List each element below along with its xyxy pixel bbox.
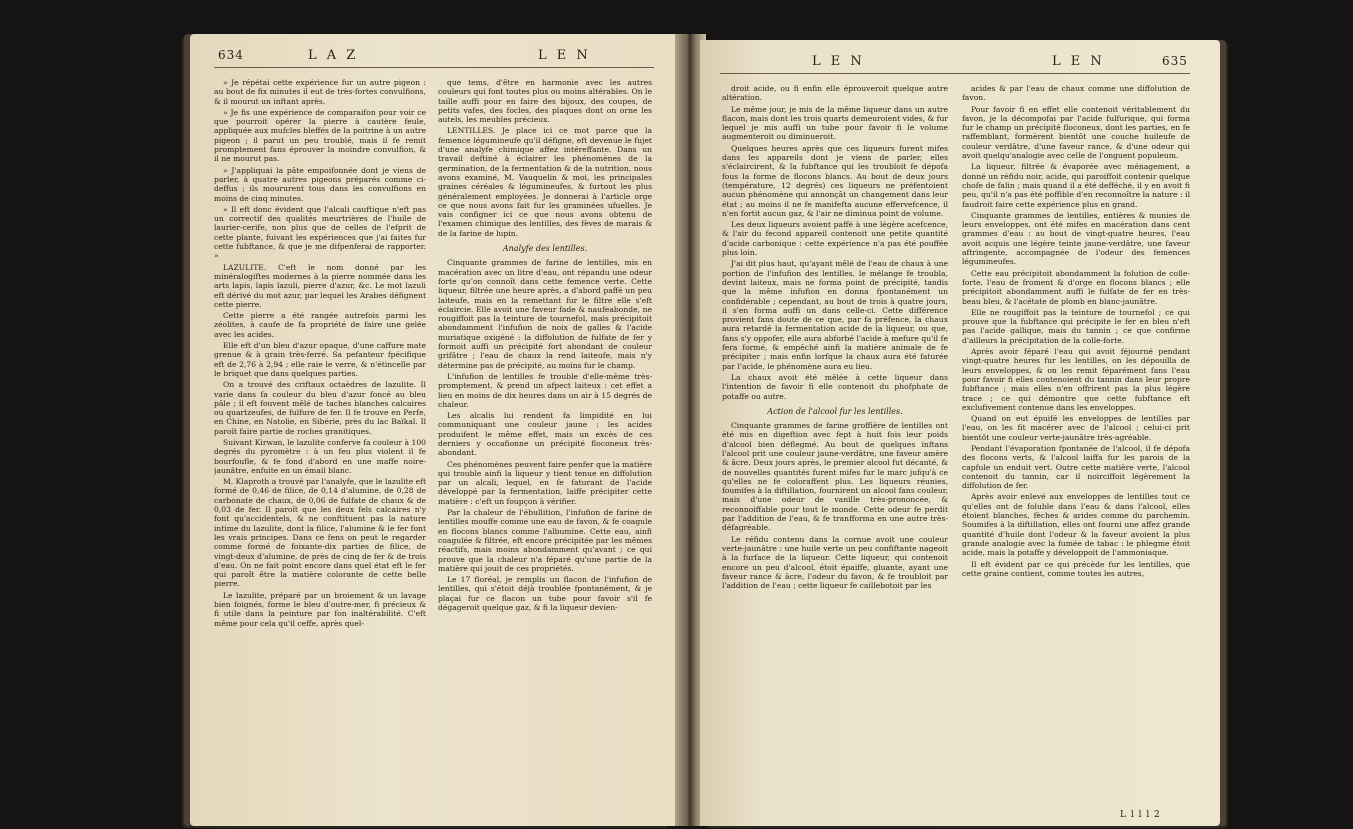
paragraph: Il eft évident par ce qui précède fur les lentilles, que cette graine contient, comme toutes les autres, <box>962 559 1190 578</box>
paragraph: La liqueur, filtrée & évaporée avec ménagement, a donné un réfidu noir, acide, qui paroiffoit contenir quelque chofe de falin ; mais quand il a été defféché, il y en avoit fi peu, qu'il n'a pas été poffible d'en reconnoître la nature : il faudroit faire cette expérience plus en grand. <box>962 162 1190 209</box>
paragraph: droit acide, ou fi enfin elle éprouveroit quelque autre altération. <box>722 84 948 103</box>
paragraph: » Je répétai cette expérience fur un autre pigeon : au bout de fix minutes il eut de très-fortes convulfions, & il mourut un inftant après. <box>214 78 426 106</box>
left-page-column-1 <box>214 78 426 818</box>
paragraph: » Il eft donc évident que l'alcali cauftique n'eft pas un correctif des qualités meurtrières de l'huile de laurier-cerife, non plus que de celles de l'efprit de cette plante, fuivant les expériences que j'ai faites fur cette fubftance, & que je me difpenferai de rapporter. » <box>214 204 426 261</box>
paragraph: Suivant Kirwan, le lazulite conferve fa couleur à 100 degrés du pyromètre : à un feu plus violent il fe bourfoufle, & fe fond d'abord en une maffe noire-jaunâtre, enfuite en un émail blanc. <box>214 437 426 475</box>
right-page <box>700 40 1220 826</box>
header-rule-right <box>720 73 1190 74</box>
paragraph: que tems, d'être en harmonie avec les autres couleurs qui font toutes plus ou moins altérables. On le taille auffi pour en faire des bijoux, des coupes, de petits vafes, des focles, des plaques dont on orne les autels, les meubles précieux. <box>438 78 652 125</box>
section-heading: Analyfe des lentilles. <box>502 244 588 254</box>
paragraph: Après avoir féparé l'eau qui avoit féjourné pendant vingt-quatre heures fur les lentilles, on les dépouilla de leurs enveloppes, & on les remit féparément fans l'eau pour favoir fi elles contenoient du tannin dans leur propre fubftance ; mais elles n'en offrirent pas la plus légère trace ; ce qui démontre que cette fubftance eft exclufivement contenue dans les enveloppes. <box>962 347 1190 412</box>
paragraph: Le réfidu contenu dans la cornue avoit une couleur verte-jaunâtre : une huile verte un peu confiftante nageoit à la furface de la liqueur. Cette liqueur, qui contenoit encore un peu d'alcool, étoit épaiffe, gluante, ayant une faveur rance & âcre, l'odeur du favon, & fe troubloit par l'addition de l'eau ; cette liqueur fe caillebotoit par les <box>722 534 948 591</box>
paragraph: Quand on eut épuifé les enveloppes de lentilles par l'eau, on les fit macérer avec de l'alcool ; celui-ci prit bientôt une couleur verte-jaunâtre très-agréable. <box>962 414 1190 442</box>
section-heading: Action de l'alcool fur les lentilles. <box>767 406 903 416</box>
paragraph: LAZULITE. C'eft le nom donné par les minéralogiftes modernes à la pierre nommée dans les arts lapis, lapis lazuli, pierre d'azur, &c. Le mot lazuli eft dérivé du mot azur, par lequel les Arabes défignent cette pierre. <box>214 262 426 309</box>
paragraph: Elle ne rougiffoit pas la teinture de tournefol ; ce qui prouve que la fubftance qui précipite le fer en bleu n'eft pas l'acide gallique, mais du tannin ; ce que confirme d'ailleurs la précipitation de la colle-forte. <box>962 307 1190 345</box>
paragraph: L'infufion de lentilles fe trouble d'elle-même très-promptement, & prend un afpect laiteux : cet effet a lieu en moins de dix heures dans un air à 15 degrés de chaleur. <box>438 371 652 409</box>
paragraph: acides & par l'eau de chaux comme une diffolution de favon. <box>962 84 1190 103</box>
paragraph: Pendant l'évaporation fpontanée de l'alcool, il fe dépofa des flocons verts, & l'alcool laiffa fur les parois de la capfule un enduit vert. Outre cette matière verte, l'alcool contenoit du tannin, car il noirciffoit légèrement la diffolution de fer. <box>962 443 1190 491</box>
paragraph: Après avoir enlevé aux enveloppes de lentilles tout ce qu'elles ont de foluble dans l'eau & dans l'alcool, elles étoient blanches, fèches & arides comme du parchemin. Soumifes à la diftillation, elles ont fourni une affez grande quantité d'huile dont l'odeur & la faveur avoient la plus grande analogie avec la fumée de tabac : le phlegme étoit acide, mais la potaffe y développoit de l'ammoniaque. <box>962 492 1190 558</box>
paragraph: Cinquante grammes de farine de lentilles, mis en macération avec un litre d'eau, ont répandu une odeur forte qu'on connoît dans cette femence verte. Cette liqueur, filtrée une heure après, a d'abord paffé un peu laiteufe, mais en la remettant fur le filtre elle s'eft éclaircie. Elle avoit une faveur fade & naufeabonde, ne rougiffoit pas la teinture de tournefol, mais précipitoit abondamment l'infufion de noix de galles & l'acide muriatique oxigéné : la diffolution de fulfate de fer y formoit auffi un précipité fort abondant de couleur grifâtre ; l'eau de chaux la rend laiteufe, mais n'y détermine pas de précipité, au moins fur le champ. <box>438 258 652 370</box>
left-page-column-2 <box>438 78 652 818</box>
paragraph: Elle eft d'un bleu d'azur opaque, d'une caffure mate grenue & à grain très-ferré. Sa pefanteur fpécifique eft de 2,76 à 2,94 ; elle raie le verre, & n'étincelle par le briquet que dans quelques parties. <box>214 341 426 378</box>
running-head-right-col2: L E N <box>1052 54 1105 69</box>
paragraph: Cette pierre a été rangée autrefois parmi les zéolites, à caufe de fa propriété de faire une gelée avec les acides. <box>214 311 426 339</box>
paragraph: LENTILLES. Je place ici ce mot parce que la femence légumineufe qu'il défigne, eft devenue le fujet d'une analyfe chimique affez intéreffante. Dans un travail deftiné à éclairer les phénomènes de la germination, de la fermentation & de la nutrition, nous avons examiné, M. Vauquelin & moi, les principales graines céréales & légumineufes, & furtout les plus généralement employées. Je donnerai à l'article orge ce que nous avons fait fur les graminées ufuelles. Je vais configner ici ce que nous avons obtenu de l'examen chimique des lentilles, des fèves de marais & de la farine de lupin. <box>438 126 652 238</box>
signature-mark: L l l l 2 <box>1120 810 1161 820</box>
paragraph: Quelques heures après que ces liqueurs furent mifes dans les appareils dont je viens de parler, elles s'éclaircirent, & la fubftance qui les troubloit fe dépofa fous la forme de flocons blancs. Au bout de deux jours (température, 12 degrés) ces liqueurs ne préfentoient aucun phénomène qui annonçât un changement dans leur état ; au moins il ne fe manifefta aucune effervefcence, il n'en fortit aucun gaz, & l'air ne diminua point de volume. <box>722 143 948 218</box>
paragraph: M. Klaproth a trouvé par l'analyfe, que le lazulite eft formé de 0,46 de filice, de 0,14 d'alumine, de 0,28 de carbonate de chaux, de 0,06 de fulfate de chaux & de 0,03 de fer. Il paroît que les deux fels calcaires n'y font qu'accidentels, & ne conftituent pas la nature intime du lazulite, dont la filice, l'alumine & le fer font les vrais principes. Dans ce fens on peut le regarder comme formé de foixante-dix parties de filice, de vingt-deux d'alumine, de près de cinq de fer & de trois d'eau. On ne fait point encore dans quel état eft le fer qui paroît être la matière colorante de cette belle pierre. <box>214 477 426 589</box>
running-head-left-col1: L A Z <box>308 48 359 63</box>
running-head-left-col2: L E N <box>538 48 591 63</box>
paragraph: Cinquante grammes de lentilles, entières & munies de leurs enveloppes, ont été mifes en macération dans cent grammes d'eau : au bout de vingt-quatre heures, l'eau avoit acquis une légère teinte jaune-verdâtre, une faveur aftringente, accompagnée de l'odeur des femences légumineufes. <box>962 210 1190 267</box>
paragraph: Les deux liqueurs avoient paffé à une légère acefcence, & l'air du fecond appareil contenoit une petite quantité d'acide carbonique : cette expérience n'a pas été pouffée plus loin. <box>722 220 948 258</box>
paragraph: La chaux avoit été mêlée à cette liqueur dans l'intention de favoir fi elle contenoit du phofphate de potaffe ou autre. <box>722 372 948 401</box>
right-page-column-2 <box>962 84 1190 804</box>
paragraph: Cinquante grammes de farine groffière de lentilles ont été mis en digeftion avec fept à huit fois leur poids d'alcool bien déflegmé. Au bout de quelques inftans l'alcool prit une couleur jaune-verdâtre, une faveur amère & âcre. Deux jours après, le premier alcool fut décanté, & de nouvelles quantités furent mifes fur le marc jufqu'à ce qu'elles ne fe coloraffent plus. Les liqueurs réunies, foumifes à la diftillation, fournirent un alcool fans couleur, mais d'une odeur de vanille très-prononcée, & reconnoiffable pour tout le monde. Cette odeur fe perdit par l'addition de l'eau, & fe tranfforma en une autre très-défagréable. <box>722 421 948 533</box>
paragraph: Par la chaleur de l'ébullition, l'infufion de farine de lentilles mouffe comme une eau de favon, & fe coagule en flocons blancs comme l'albumine. Cette eau, ainfi coagulée & filtrée, eft encore précipitée par les mêmes réactifs, mais moins abondamment qu'avant ; ce qui prouve que la chaleur n'a féparé qu'une partie de la matière qui jouit de ces propriétés. <box>438 508 652 573</box>
paragraph: » Je fis une expérience de comparaifon pour voir ce que pourroit opérer la pierre à cautère feule, appliquée aux mufcles bleffés de la poitrine à un autre pigeon ; il parut un peu troublé, mais il fe remit promptement fans éprouver la moindre convulfion, & il ne mourut pas. <box>214 107 426 164</box>
left-page <box>190 34 675 826</box>
paragraph: Pour favoir fi en effet elle contenoit véritablement du favon, je la décompofai par l'acide fulfurique, qui forma fur le champ un précipité floconeux, dont les parties, en fe raffemblant, formèrent bientôt une couche huileufe de couleur verdâtre, d'une faveur rance, & d'une odeur qui avoit quelqu'analogie avec celle de l'onguent populeum. <box>962 104 1190 161</box>
paragraph: On a trouvé des criftaux octaèdres de lazulite. Il varie dans fa couleur du bleu d'azur foncé au bleu pâle ; il eft fouvent mêlé de taches blanches calcaires ou quartzeufes, de fulfure de fer. Il fe trouve en Perfe, en Chine, en Natolie, en Sibérie, près du lac Baïkal. Il paroît faire partie de roches granitiques. <box>214 380 426 436</box>
page-number-left: 634 <box>218 48 244 62</box>
header-rule-left <box>214 67 654 68</box>
paragraph: Le même jour, je mis de la même liqueur dans un autre flacon, mais dont les trois quarts demeuroient vides, & fur lequel je mis auffi un tube pour favoir fi le volume augmenteroit ou diminueroit. <box>722 104 948 142</box>
paragraph: J'ai dit plus haut, qu'ayant mêlé de l'eau de chaux à une portion de l'infufion des lentilles, le mélange fe troubla, devint laiteux, mais ne forma point de précipité, tandis que la même infufion en donna fpontanément un confidérable ; cependant, au bout de trois à quatre jours, il s'en forma auffi un dans celle-ci. Cette différence provient fans doute de ce que, par fa préfence, la chaux aura retardé la fermentation acide de la liqueur, ou que, fans s'y oppofer, elle aura abforbé l'acide à mefure qu'il fe fera formé, & empêché ainfi la matière animale de fe précipiter ; mais enfin lorfque la chaux aura été faturée par l'acide, le phénomène aura eu lieu. <box>722 259 948 371</box>
page-number-right: 635 <box>1162 54 1188 68</box>
right-page-column-1 <box>722 84 948 818</box>
paragraph: » J'appliquai la pâte empoifonnée dont je viens de parler, à quatre autres pigeons préparés comme ci-deffus ; ils moururent tous dans les convulfions en moins de cinq minutes. <box>214 165 426 203</box>
paragraph: Cette eau précipitoit abondamment la folution de colle-forte, l'eau de froment & d'orge en flocons blancs ; elle précipitoit abondamment auffi le fulfate de fer en très-beau bleu, & l'acétate de plomb en blanc-jaunâtre. <box>962 268 1190 306</box>
paragraph: Le lazulite, préparé par un broiement & un lavage bien foignés, forme le bleu d'outre-mer, fi précieux & fi utile dans la peinture par fon inaltérabilité. C'eft même pour cela qu'il ceffe, après quel- <box>214 590 426 628</box>
paragraph: Ces phénomènes peuvent faire penfer que la matière qui trouble ainfi la liqueur y tient tenue en diffolution par un alcali, lequel, en fe faturant de l'acide développé par la fermentation, laiffe précipiter cette matière : c'eft un foupçon à vérifier. <box>438 459 652 506</box>
paragraph: Le 17 floréal, je remplis un flacon de l'infufion de lentilles, qui s'étoit déjà troublée fpontanément, & je plaçai fur ce flacon un tube pour favoir s'il fe dégageroit quelque gaz, & fi la liqueur devien- <box>438 575 652 613</box>
paragraph: Les alcalis lui rendent fa limpidité en lui communiquant une couleur jaune : les acides produifent le même effet, mais un excès de ces derniers y occafionne un précipité floconeux très-abondant. <box>438 411 652 458</box>
running-head-right-col1: L E N <box>812 54 865 69</box>
